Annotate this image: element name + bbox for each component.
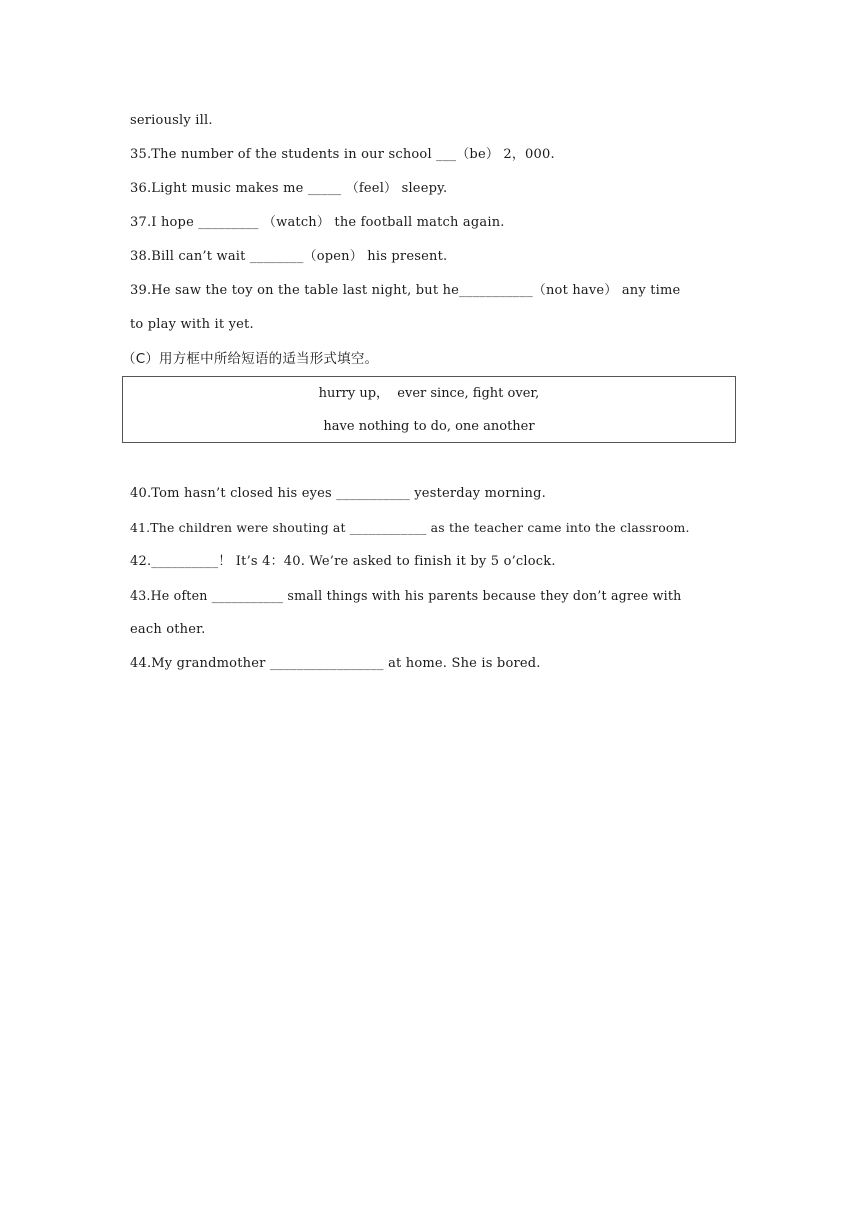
spacer: [130, 443, 740, 477]
question-39: 39.He saw the toy on the table last night, but he___________（not have） any time: [130, 283, 681, 298]
question-44: 44.My grandmother _________________ at home. She is bored.: [130, 656, 541, 671]
question-36: 36.Light music makes me _____ （feel） sleepy.: [130, 181, 448, 196]
section-c-heading: （C）用方框中所给短语的适当形式填空。: [122, 351, 379, 367]
question-42: 42.__________！ It’s 4：40. We’re asked to finish it by 5 o’clock.: [130, 554, 556, 569]
question-41: 41.The children were shouting at ____________ as the teacher came into the classroom.: [130, 520, 690, 535]
phrase-box-line-2: have nothing to do, one another: [323, 419, 535, 434]
question-39-continuation: to play with it yet.: [130, 317, 254, 332]
question-40: 40.Tom hasn’t closed his eyes ___________ yesterday morning.: [130, 486, 546, 501]
question-43: 43.He often ___________ small things with his parents because they don’t agree with: [130, 588, 682, 603]
question-35: 35.The number of the students in our school ___（be） 2，000.: [130, 147, 555, 162]
phrase-box: [122, 376, 736, 443]
question-34-continuation: seriously ill.: [130, 113, 213, 128]
worksheet-page: [122, 104, 740, 681]
question-37: 37.I hope _________ （watch） the football match again.: [130, 215, 505, 230]
question-38: 38.Bill can’t wait ________（open） his present.: [130, 249, 448, 264]
phrase-box-line-1: hurry up， ever since, fight over,: [318, 386, 540, 401]
question-43-continuation: each other.: [130, 622, 206, 637]
